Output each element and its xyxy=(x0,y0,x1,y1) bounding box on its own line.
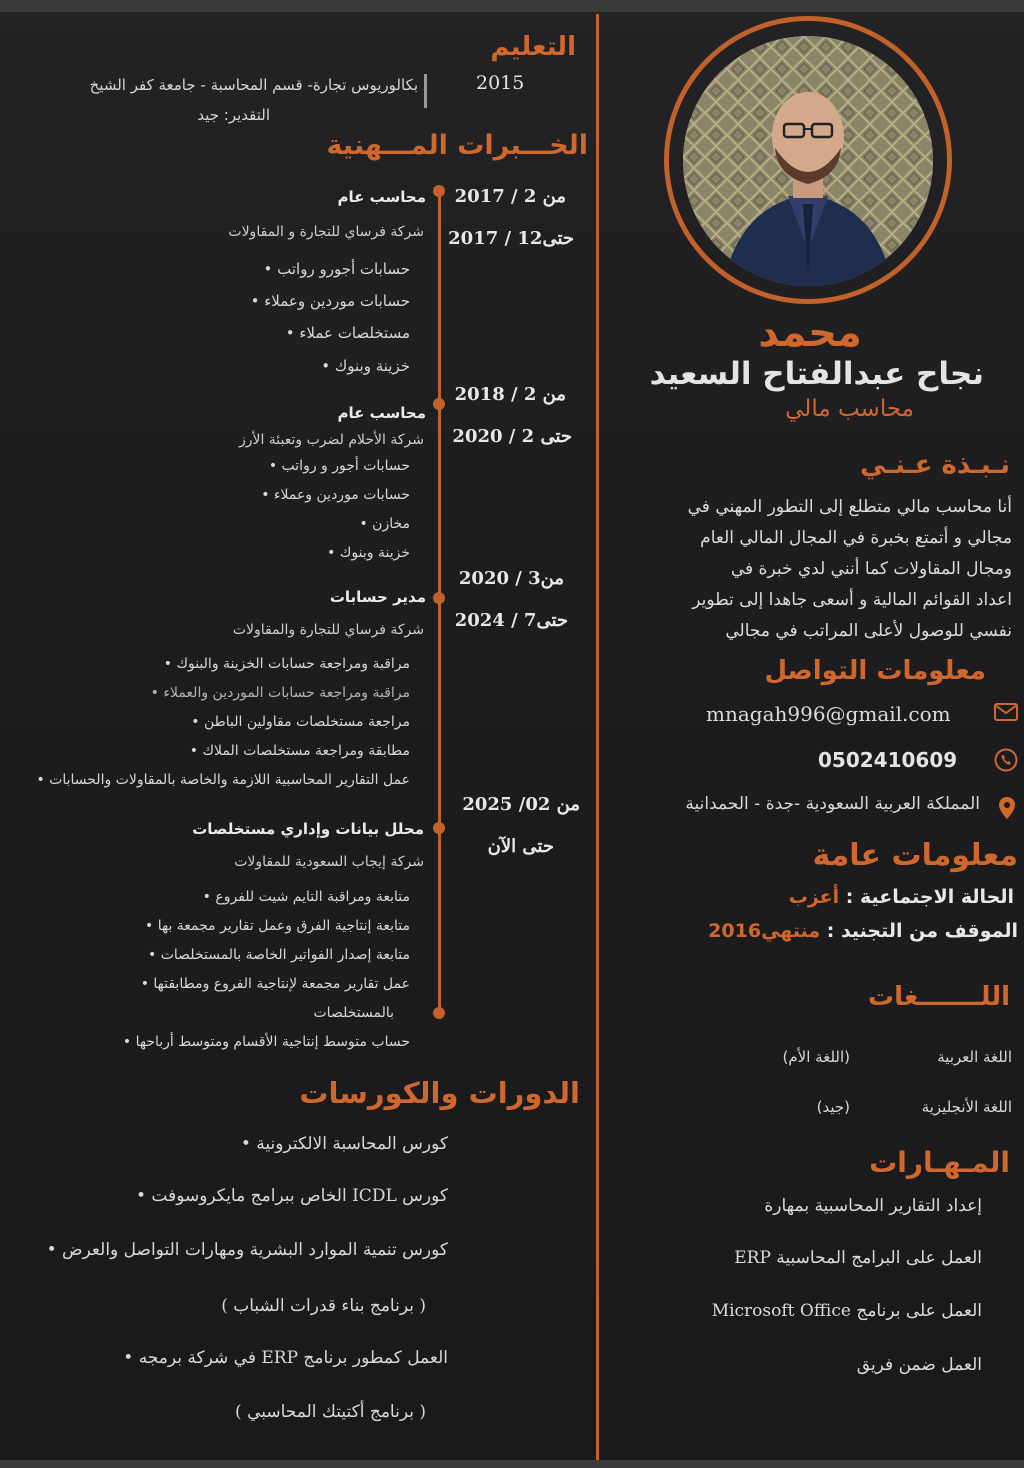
job-title: محاسب عام xyxy=(337,188,426,206)
job-from: من3 / 2020 xyxy=(458,568,564,589)
job-task: خزينة وبنوك • xyxy=(150,357,410,375)
timeline-dot xyxy=(433,398,445,410)
location-text: المملكة العربية السعودية -جدة - الحمدانية xyxy=(685,794,980,814)
course-item: العمل كمطور برنامج ERP في شركة برمجه • xyxy=(10,1348,448,1368)
course-item: كورس المحاسبة الالكترونية • xyxy=(10,1134,448,1154)
about-heading: نـبـذة عـنـي xyxy=(859,450,1010,480)
language-name: اللغة الأنجليزية xyxy=(921,1098,1012,1116)
marital-label: الحالة الاجتماعية : xyxy=(845,886,1014,908)
about-line: اعداد القوائم المالية و أسعى جاهدا إلى تطوير xyxy=(692,590,1012,610)
skill-item: العمل على البرامج المحاسبية ERP xyxy=(734,1248,982,1268)
skill-item: العمل ضمن فريق xyxy=(856,1355,982,1375)
job-task: خزينة وبنوك • xyxy=(150,545,410,561)
timeline-dot xyxy=(433,592,445,604)
job-task: متابعة إنتاجية الفرق وعمل تقارير مجمعة بها • xyxy=(10,918,410,934)
job-task: حسابات أجور و رواتب • xyxy=(150,458,410,474)
job-task: مطابقة ومراجعة مستخلصات الملاك • xyxy=(10,743,410,759)
top-bar xyxy=(0,0,1024,12)
languages-heading: اللـــــــغات xyxy=(867,982,1010,1012)
experience-heading: الخـــبرات المـــهنية xyxy=(326,130,588,161)
course-item: كورس تنمية الموارد البشرية ومهارات التواصل والعرض • xyxy=(4,1240,448,1260)
job-task: عمل تقارير مجمعة لإنتاجية الفروع ومطابقتها • xyxy=(10,976,410,992)
job-task-continued: بالمستخلصات xyxy=(313,1005,394,1021)
job-task: عمل التقارير المحاسبية اللازمة والخاصة بالمقاولات والحسابات • xyxy=(6,772,410,788)
job-task: مستخلصات عملاء • xyxy=(150,324,410,342)
full-name: نجاح عبدالفتاح السعيد xyxy=(649,356,984,392)
job-to: حتى الآن xyxy=(487,836,554,857)
job-from: من 2 / 2017 xyxy=(454,186,566,207)
job-task: مخازن • xyxy=(150,516,410,532)
language-name: اللغة العربية xyxy=(937,1048,1012,1066)
education-rule xyxy=(424,74,427,108)
marital-value: أعزب xyxy=(788,886,840,908)
job-task: مراقبة ومراجعة حسابات الموردين والعملاء • xyxy=(10,685,410,701)
job-company: شركة فرساي للتجارة والمقاولات xyxy=(232,622,424,638)
military-value: منتهي2016 xyxy=(708,920,821,942)
skills-heading: المـهـارات xyxy=(869,1146,1010,1179)
courses-heading: الدورات والكورسات xyxy=(299,1076,580,1110)
job-task: متابعة ومراقبة التايم شيت للفروع • xyxy=(10,889,410,905)
education-grade: التقدير: جيد xyxy=(197,106,270,124)
job-title: محاسب مالي xyxy=(785,396,914,422)
first-name: محمد xyxy=(758,310,862,356)
job-title: محلل بيانات وإداري مستخلصات xyxy=(192,820,424,838)
skill-item: العمل على برنامج Microsoft Office xyxy=(711,1301,982,1321)
profile-photo-image xyxy=(683,36,933,286)
education-year: 2015 xyxy=(476,72,525,94)
language-level: (اللغة الأم) xyxy=(782,1048,850,1066)
military-row xyxy=(640,920,1018,942)
course-item-note: ( برنامج بناء قدرات الشباب ) xyxy=(221,1296,426,1316)
job-to: حتى7 / 2024 xyxy=(454,610,568,631)
about-line: نفسي للوصول لأعلى المراتب في مجالي xyxy=(725,621,1012,641)
job-company: شركة الأحلام لضرب وتعبئة الأرز xyxy=(238,432,424,448)
email-text[interactable]: mnagah996@gmail.com xyxy=(706,702,951,726)
course-item: كورس ICDL الخاص ببرامج مايكروسوفت • xyxy=(10,1186,448,1206)
job-task: حساب متوسط إنتاجية الأقسام ومتوسط أرباحها • xyxy=(10,1034,410,1050)
job-to: حتى 2 / 2020 xyxy=(452,426,572,447)
general-heading: معلومات عامة xyxy=(812,838,1018,873)
contact-heading: معلومات التواصل xyxy=(764,656,986,686)
language-level: (جيد) xyxy=(816,1098,850,1116)
job-task: مراقبة ومراجعة حسابات الخزينة والبنوك • xyxy=(10,656,410,672)
marital-row xyxy=(720,886,1014,908)
education-heading: التعليم xyxy=(490,32,576,62)
job-task: مراجعة مستخلصات مقاولين الباطن • xyxy=(10,714,410,730)
skill-item: إعداد التقارير المحاسبية بمهارة xyxy=(764,1196,982,1216)
military-label: الموقف من التجنيد : xyxy=(826,920,1018,942)
course-item-note: ( برنامج أكتيتك المحاسبي ) xyxy=(235,1402,426,1422)
job-from: من 02/ 2025 xyxy=(462,794,580,815)
job-title: محاسب عام xyxy=(337,404,426,422)
bottom-bar xyxy=(0,1460,1024,1468)
timeline-dot xyxy=(433,1007,445,1019)
job-title: مدير حسابات xyxy=(329,588,426,606)
job-task: حسابات موردين وعملاء • xyxy=(150,487,410,503)
about-line: أنا محاسب مالي متطلع إلى التطور المهني في xyxy=(687,497,1012,517)
job-to: حتى12 / 2017 xyxy=(448,228,574,249)
about-text xyxy=(620,492,1012,647)
job-task: متابعة إصدار الفواتير الخاصة بالمستخلصات • xyxy=(10,947,410,963)
column-divider xyxy=(596,14,599,1460)
job-task: حسابات أجورو رواتب • xyxy=(150,260,410,278)
job-from: من 2 / 2018 xyxy=(454,384,566,405)
profile-photo xyxy=(683,36,933,286)
location-pin-icon xyxy=(998,796,1016,820)
timeline-dot xyxy=(433,185,445,197)
job-company: شركة فرساي للتجارة و المقاولات xyxy=(228,224,424,240)
phone-icon xyxy=(994,748,1018,772)
timeline-dot xyxy=(433,822,445,834)
about-line: مجالي و أتمتع بخبرة في المجال المالي العام xyxy=(700,528,1012,548)
job-task: حسابات موردين وعملاء • xyxy=(150,292,410,310)
about-line: ومجال المقاولات كما أنني لدي خبرة في xyxy=(730,559,1012,579)
job-company: شركة إيجاب السعودية للمقاولات xyxy=(234,854,424,870)
education-degree: بكالوريوس تجارة- قسم المحاسبة - جامعة كفر الشيخ xyxy=(89,76,418,94)
phone-text[interactable]: 0502410609 xyxy=(818,748,958,772)
email-icon xyxy=(994,703,1018,721)
